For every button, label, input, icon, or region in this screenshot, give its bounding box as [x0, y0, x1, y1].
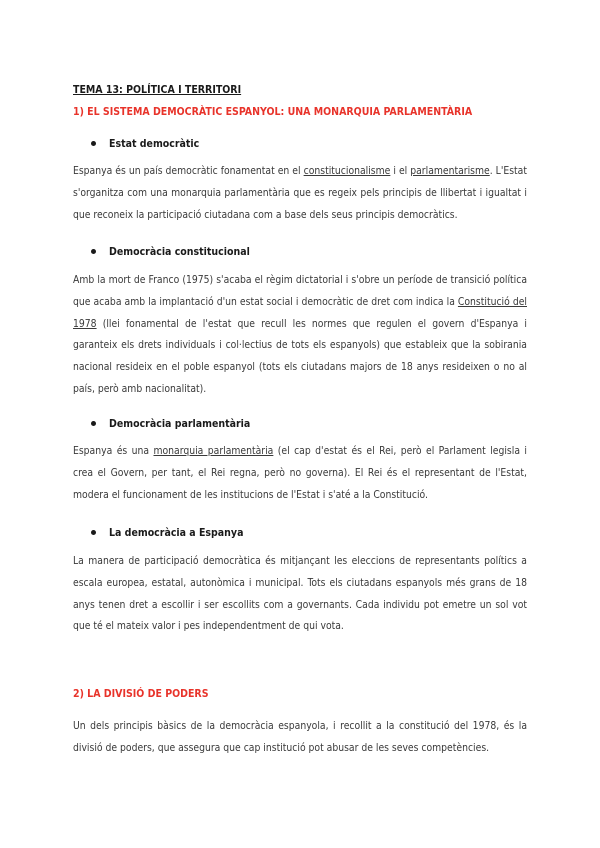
document-title: TEMA 13: POLÍTICA I TERRITORI — [73, 84, 242, 96]
bullet-dot-icon — [91, 421, 96, 426]
bullet-label: Democràcia constitucional — [109, 246, 250, 258]
paragraph-estat-democratic: Espanya és un país democràtic fonamentat en el constitucionalisme i el parlamentarisme. L'Estat s'organitza com una monarquia parlamentària que es regeix pels principis de llibertat i igualtat i que reconeix la participació ciutadana com a base dels seus principis democràtics. — [73, 165, 527, 221]
paragraph-democracia-espanya: La manera de participació democràtica és mitjançant les eleccions de representants polítics a escala europea, estatal, autonòmica i municipal. Tots els ciutadans espanyols més grans de 18 anys tenen dret a escollir i ser escollits com a governants. Cada individu pot emetre un sol vot que té el mateix valor i pes independentment de qui vota. — [73, 555, 527, 633]
bullet-dot-icon — [91, 249, 96, 254]
bullet-democracia-constitucional — [91, 246, 250, 258]
bullet-label: Estat democràtic — [109, 138, 200, 150]
bullet-democracia-parlamentaria — [91, 418, 250, 430]
term-parlamentarisme: parlamentarisme — [410, 165, 490, 177]
term-constitucio-1978: Constitució del 1978 — [73, 295, 527, 330]
section2-heading: 2) LA DIVISIÓ DE PODERS — [73, 688, 209, 700]
paragraph-democracia-constitucional: Amb la mort de Franco (1975) s'acaba el règim dictatorial i s'obre un període de transició política que acaba amb la implantació d'un estat social i democràtic de dret com indica la Constitució del 1978 (llei fonamental de l'estat que recull les normes que regulen el govern d'Espanya i garanteix els drets individuals i col·lectius de tots els espanyols) que estableix que la sobirania nacional resideix en el poble espanyol (tots els ciutadans majors de 18 anys resideixen o no al país, però amb nacionalitat). — [73, 274, 527, 395]
paragraph-divisio-poders: Un dels principis bàsics de la democràcia espanyola, i recollit a la constitució del 1978, és la divisió de poders, que assegura que cap institució pot abusar de les seves competències. — [73, 720, 527, 754]
term-monarquia-parlamentaria: monarquia parlamentària — [153, 445, 274, 457]
bullet-democracia-espanya — [91, 527, 243, 539]
term-constitucionalisme: constitucionalisme — [303, 165, 391, 177]
bullet-label: Democràcia parlamentària — [109, 418, 251, 430]
bullet-estat-democratic — [91, 138, 199, 150]
bullet-dot-icon — [91, 141, 96, 146]
paragraph-democracia-parlamentaria: Espanya és una monarquia parlamentària (el cap d'estat és el Rei, però el Parlament legisla i crea el Govern, per tant, el Rei regna, però no governa). El Rei és el representant de l'Estat, modera el funcionament de les institucions de l'Estat i s'até a la Constitució. — [73, 445, 527, 501]
bullet-label: La democràcia a Espanya — [109, 527, 244, 539]
bullet-dot-icon — [91, 530, 96, 535]
section1-heading: 1) EL SISTEMA DEMOCRÀTIC ESPANYOL: UNA MONARQUIA PARLAMENTÀRIA — [73, 106, 473, 118]
